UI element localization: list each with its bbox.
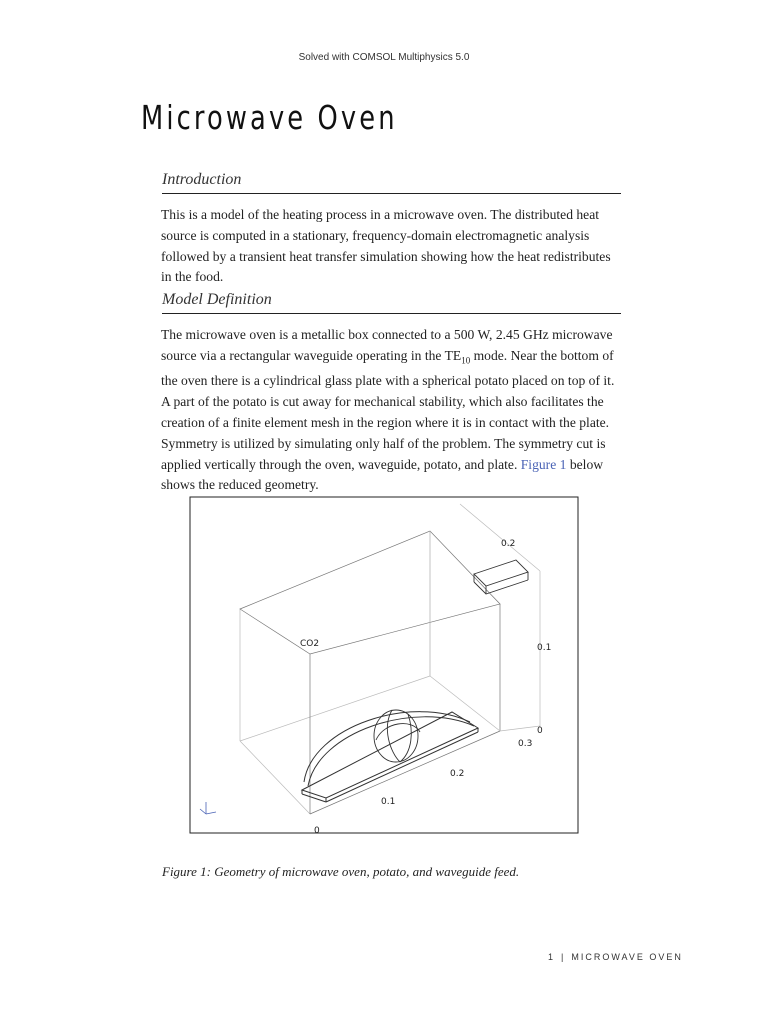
text-after-sub: mode. Near the bottom of the oven there is a cylindrical glass plate with a spherical potato placed on top of it. A part of the potato is cut away for mechanical stability, which also facilitates the creation of a finite element mesh in the region where it is in contact with the plate. Symmetry is utilized by simulating only half of the problem. The symmetry cut is applied vertically through the oven, waveguide, potato, and plate. — [161, 347, 615, 472]
footer-separator: | — [561, 952, 566, 962]
figure-caption: Figure 1: Geometry of microwave oven, potato, and waveguide feed. — [162, 864, 520, 879]
figure-frame — [190, 497, 578, 833]
introduction-heading: Introduction — [162, 171, 621, 194]
co2-label: CO2 — [300, 639, 320, 649]
introduction-paragraph: This is a model of the heating process in a microwave oven. The distributed heat source is computed in a stationary, frequency-domain electromagnetic analysis followed by a transient heat transfer simulation showing how the heat redistributes in the food. — [161, 207, 611, 285]
geometry-drawing — [162, 496, 592, 854]
text-before-sub: The microwave oven is a metallic box connected to a 500 W, 2.45 GHz microwave source via a rectangular waveguide operating in the TE — [161, 327, 613, 363]
tick-label: 0 — [314, 826, 320, 836]
figure-1-link[interactable]: Figure 1 — [520, 456, 567, 472]
footer-label: MICROWAVE OVEN — [571, 952, 683, 962]
tick-label: 0 — [537, 726, 543, 736]
tick-label: 0.2 — [450, 769, 465, 779]
tick-label: 0.3 — [518, 739, 533, 749]
running-head: Solved with COMSOL Multiphysics 5.0 — [298, 52, 470, 63]
page-title: Microwave Oven — [141, 98, 398, 137]
geometry-figure — [162, 496, 592, 854]
model-definition-paragraph — [161, 325, 623, 496]
text-after-link: below shows the reduced geometry. — [161, 456, 604, 493]
te-subscript: 10 — [461, 355, 471, 366]
model-definition-heading: Model Definition — [162, 291, 621, 314]
page-number: 1 — [548, 952, 556, 962]
tick-label: 0.1 — [381, 797, 396, 807]
tick-label: 0.2 — [501, 539, 516, 549]
page-footer — [548, 952, 683, 962]
tick-label: 0.1 — [537, 643, 552, 653]
